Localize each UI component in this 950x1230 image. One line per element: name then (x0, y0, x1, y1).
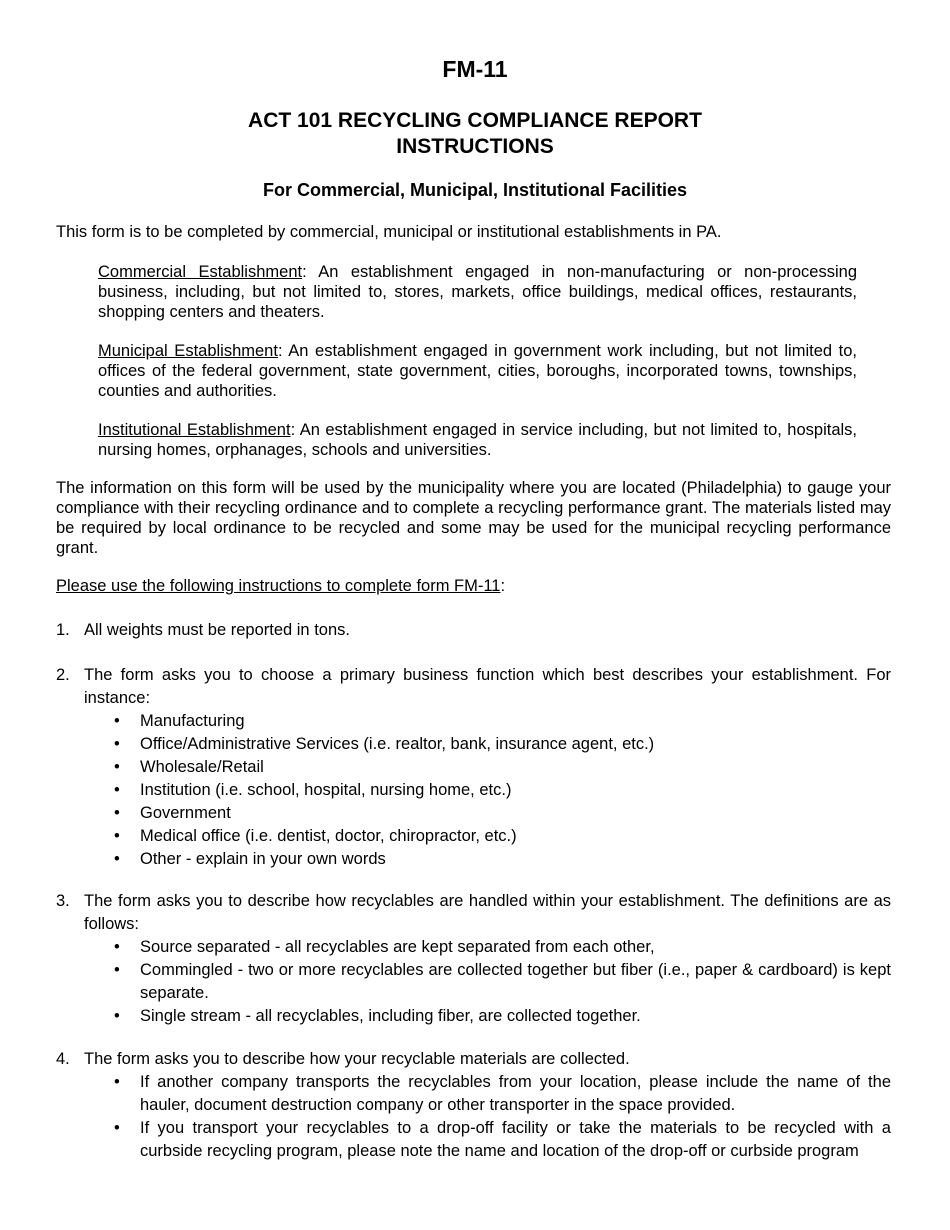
item-text: The form asks you to choose a primary business function which best describes your establishment. For instance: (84, 666, 891, 707)
list-item (112, 959, 891, 1005)
item-number: 4. (56, 1050, 70, 1068)
definition-term: Institutional Establishment (98, 421, 291, 439)
handling-definitions-list (112, 936, 891, 1028)
list-item (112, 1117, 891, 1163)
list-item-text: If you transport your recyclables to a drop-off facility or take the materials to be recycled with a curbside recycling program, please note the name and location of the drop-off or curbside program (140, 1119, 891, 1160)
definition-commercial (98, 262, 857, 322)
list-item-text: Commingled - two or more recyclables are collected together but fiber (i.e., paper & cardboard) is kept separate. (140, 961, 891, 1002)
list-item (112, 802, 891, 825)
list-item-text: Government (140, 804, 231, 822)
definition-text: : An establishment engaged in service including, but not limited to, hospitals, nursing homes, orphanages, schools and universities. (98, 421, 858, 459)
document-title (0, 108, 950, 160)
list-item (112, 779, 891, 802)
list-item (112, 936, 891, 959)
bullet-icon: • (114, 850, 120, 868)
bullet-icon: • (114, 938, 120, 956)
definition-text: : An establishment engaged in non-manufacturing or non-processing business, including, but not limited to, stores, markets, office buildings, medical offices, restaurants, shopping centers and theaters. (98, 263, 857, 321)
definition-term: Municipal Establishment (98, 342, 278, 360)
bullet-icon: • (114, 804, 120, 822)
list-item-text: Manufacturing (140, 712, 245, 730)
bullet-icon: • (114, 1119, 120, 1137)
list-item-text: Other - explain in your own words (140, 850, 386, 868)
item-text: The form asks you to describe how your recyclable materials are collected. (84, 1050, 630, 1068)
definition-institutional (98, 420, 857, 460)
bullet-icon: • (114, 781, 120, 799)
list-item-text: Institution (i.e. school, hospital, nursing home, etc.) (140, 781, 512, 799)
list-item (112, 825, 891, 848)
item-text: All weights must be reported in tons. (84, 621, 350, 639)
instruction-item-2 (56, 664, 891, 871)
item-number: 1. (56, 621, 70, 639)
definition-text: : An establishment engaged in government work including, but not limited to, offices of the federal government, state government, cities, boroughs, incorporated towns, townships, counties and authorities. (98, 342, 857, 400)
list-item-text: Medical office (i.e. dentist, doctor, chiropractor, etc.) (140, 827, 517, 845)
document-subtitle: For Commercial, Municipal, Institutional Facilities (262, 180, 688, 200)
bullet-icon: • (114, 712, 120, 730)
instruction-item-1 (56, 619, 891, 642)
list-item-text: Wholesale/Retail (140, 758, 264, 776)
instructions-heading-text: Please use the following instructions to complete form FM-11 (56, 577, 501, 595)
instructions-heading-colon: : (500, 577, 506, 595)
instructions-heading (56, 576, 891, 596)
instruction-item-4 (56, 1048, 891, 1163)
collection-methods-list (112, 1071, 891, 1163)
list-item-text: Single stream - all recyclables, including fiber, are collected together. (140, 1007, 641, 1025)
form-code: FM-11 (442, 56, 508, 82)
bullet-icon: • (114, 827, 120, 845)
bullet-icon: • (114, 735, 120, 753)
definition-term: Commercial Establishment (98, 263, 303, 281)
definition-municipal (98, 341, 857, 401)
bullet-icon: • (114, 961, 120, 979)
list-item (112, 710, 891, 733)
list-item (112, 1071, 891, 1117)
list-item-text: Office/Administrative Services (i.e. realtor, bank, insurance agent, etc.) (140, 735, 655, 753)
item-number: 3. (56, 892, 70, 910)
list-item (112, 848, 891, 871)
list-item (112, 1005, 891, 1028)
instruction-item-3 (56, 890, 891, 1028)
list-item (112, 756, 891, 779)
business-function-list (112, 710, 891, 871)
intro-paragraph: This form is to be completed by commercial, municipal or institutional establishments in PA. (56, 223, 722, 241)
usage-paragraph: The information on this form will be used by the municipality where you are located (Philadelphia) to gauge your compliance with their recycling ordinance and to complete a recycling performance grant. The materials listed may be required by local ordinance to be recycled and some may be used for the municipal recycling performance grant. (56, 479, 891, 557)
title-line-1: ACT 101 RECYCLING COMPLIANCE REPORT (248, 109, 702, 132)
list-item-text: Source separated - all recyclables are kept separated from each other, (140, 938, 655, 956)
bullet-icon: • (114, 1007, 120, 1025)
bullet-icon: • (114, 758, 120, 776)
list-item (112, 733, 891, 756)
list-item-text: If another company transports the recyclables from your location, please include the name of the hauler, document destruction company or other transporter in the space provided. (140, 1073, 891, 1114)
bullet-icon: • (114, 1073, 120, 1091)
item-text: The form asks you to describe how recyclables are handled within your establishment. The definitions are as follows: (84, 892, 891, 933)
title-line-2: INSTRUCTIONS (396, 135, 554, 158)
item-number: 2. (56, 666, 70, 684)
